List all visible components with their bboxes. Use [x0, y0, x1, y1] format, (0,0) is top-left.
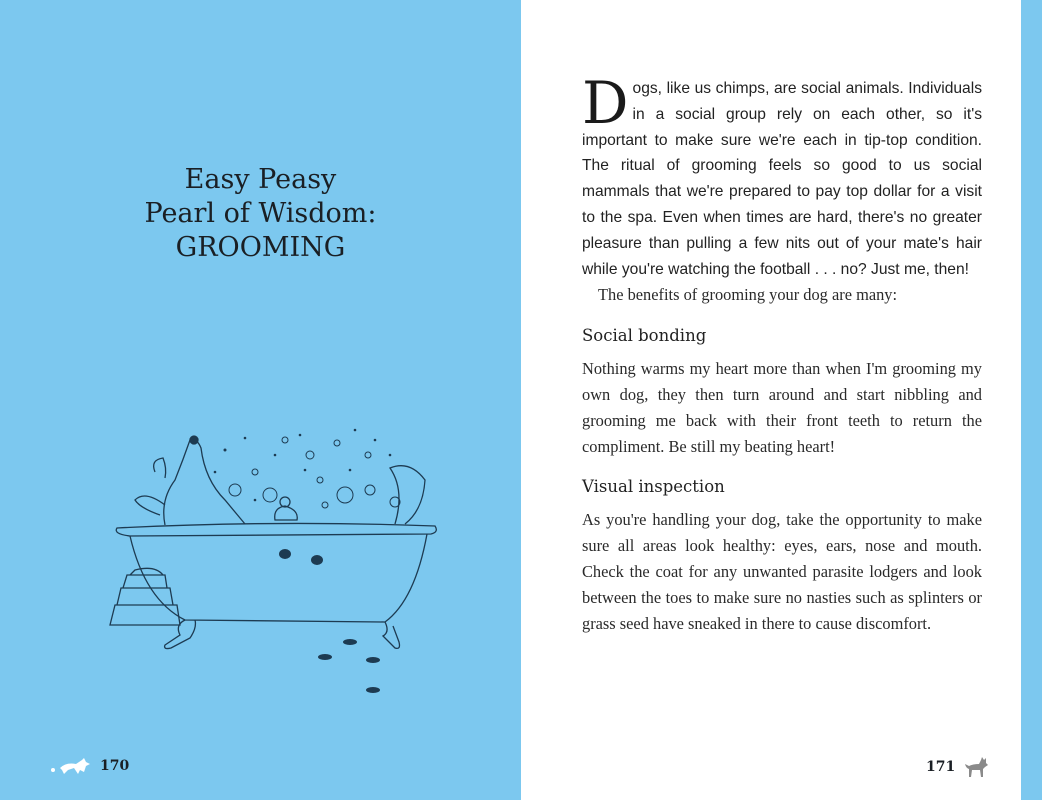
page-body [582, 69, 982, 636]
next-page-edge [1021, 0, 1042, 800]
left-folio [50, 756, 129, 776]
intro-text: ogs, like us chimps, are social animals. Individuals in a social group rely on each other, so it's important to make sure we're each in tip-top condition. The ritual of grooming feels so good to us social mammals that we're prepared to pay top dollar for a visit to the spa. Even when times are hard, there's no greater pleasure than pulling a few nits out of your mate's hair while you're watching the football . . . no? Just me, then! [582, 80, 982, 278]
running-dog-icon [50, 756, 94, 776]
section-text-visual-inspection: As you're handling your dog, take the opportunity to make sure all areas look healthy: eyes, ears, nose and mouth. Check the coat for any unwanted parasite lodgers and look between the toes to make sure no nasties such as splinters or grass seed have sneaked in there to cause discomfort. [582, 510, 982, 633]
standing-dog-icon [963, 756, 989, 778]
page-number-left: 170 [100, 758, 130, 774]
section-heading-social-bonding: Social bonding [582, 326, 707, 346]
right-folio [926, 756, 989, 778]
section-heading-visual-inspection: Visual inspection [582, 477, 725, 497]
drop-cap: D [582, 69, 629, 137]
title-line-1: Easy Peasy [184, 164, 337, 195]
section-text-social-bonding: Nothing warms my heart more than when I'm grooming my own dog, they then turn around and start nibbling and grooming me back with their front teeth to return the compliment. Be still my beating heart! [582, 359, 982, 456]
chapter-title [0, 163, 521, 265]
title-line-3: GROOMING [175, 232, 346, 263]
lead-in: The benefits of grooming your dog are many: [598, 285, 898, 305]
intro-paragraph [582, 69, 982, 282]
dog-bath-illustration [105, 420, 445, 700]
title-line-2: Pearl of Wisdom: [144, 198, 377, 229]
page-number-right: 171 [926, 759, 956, 775]
